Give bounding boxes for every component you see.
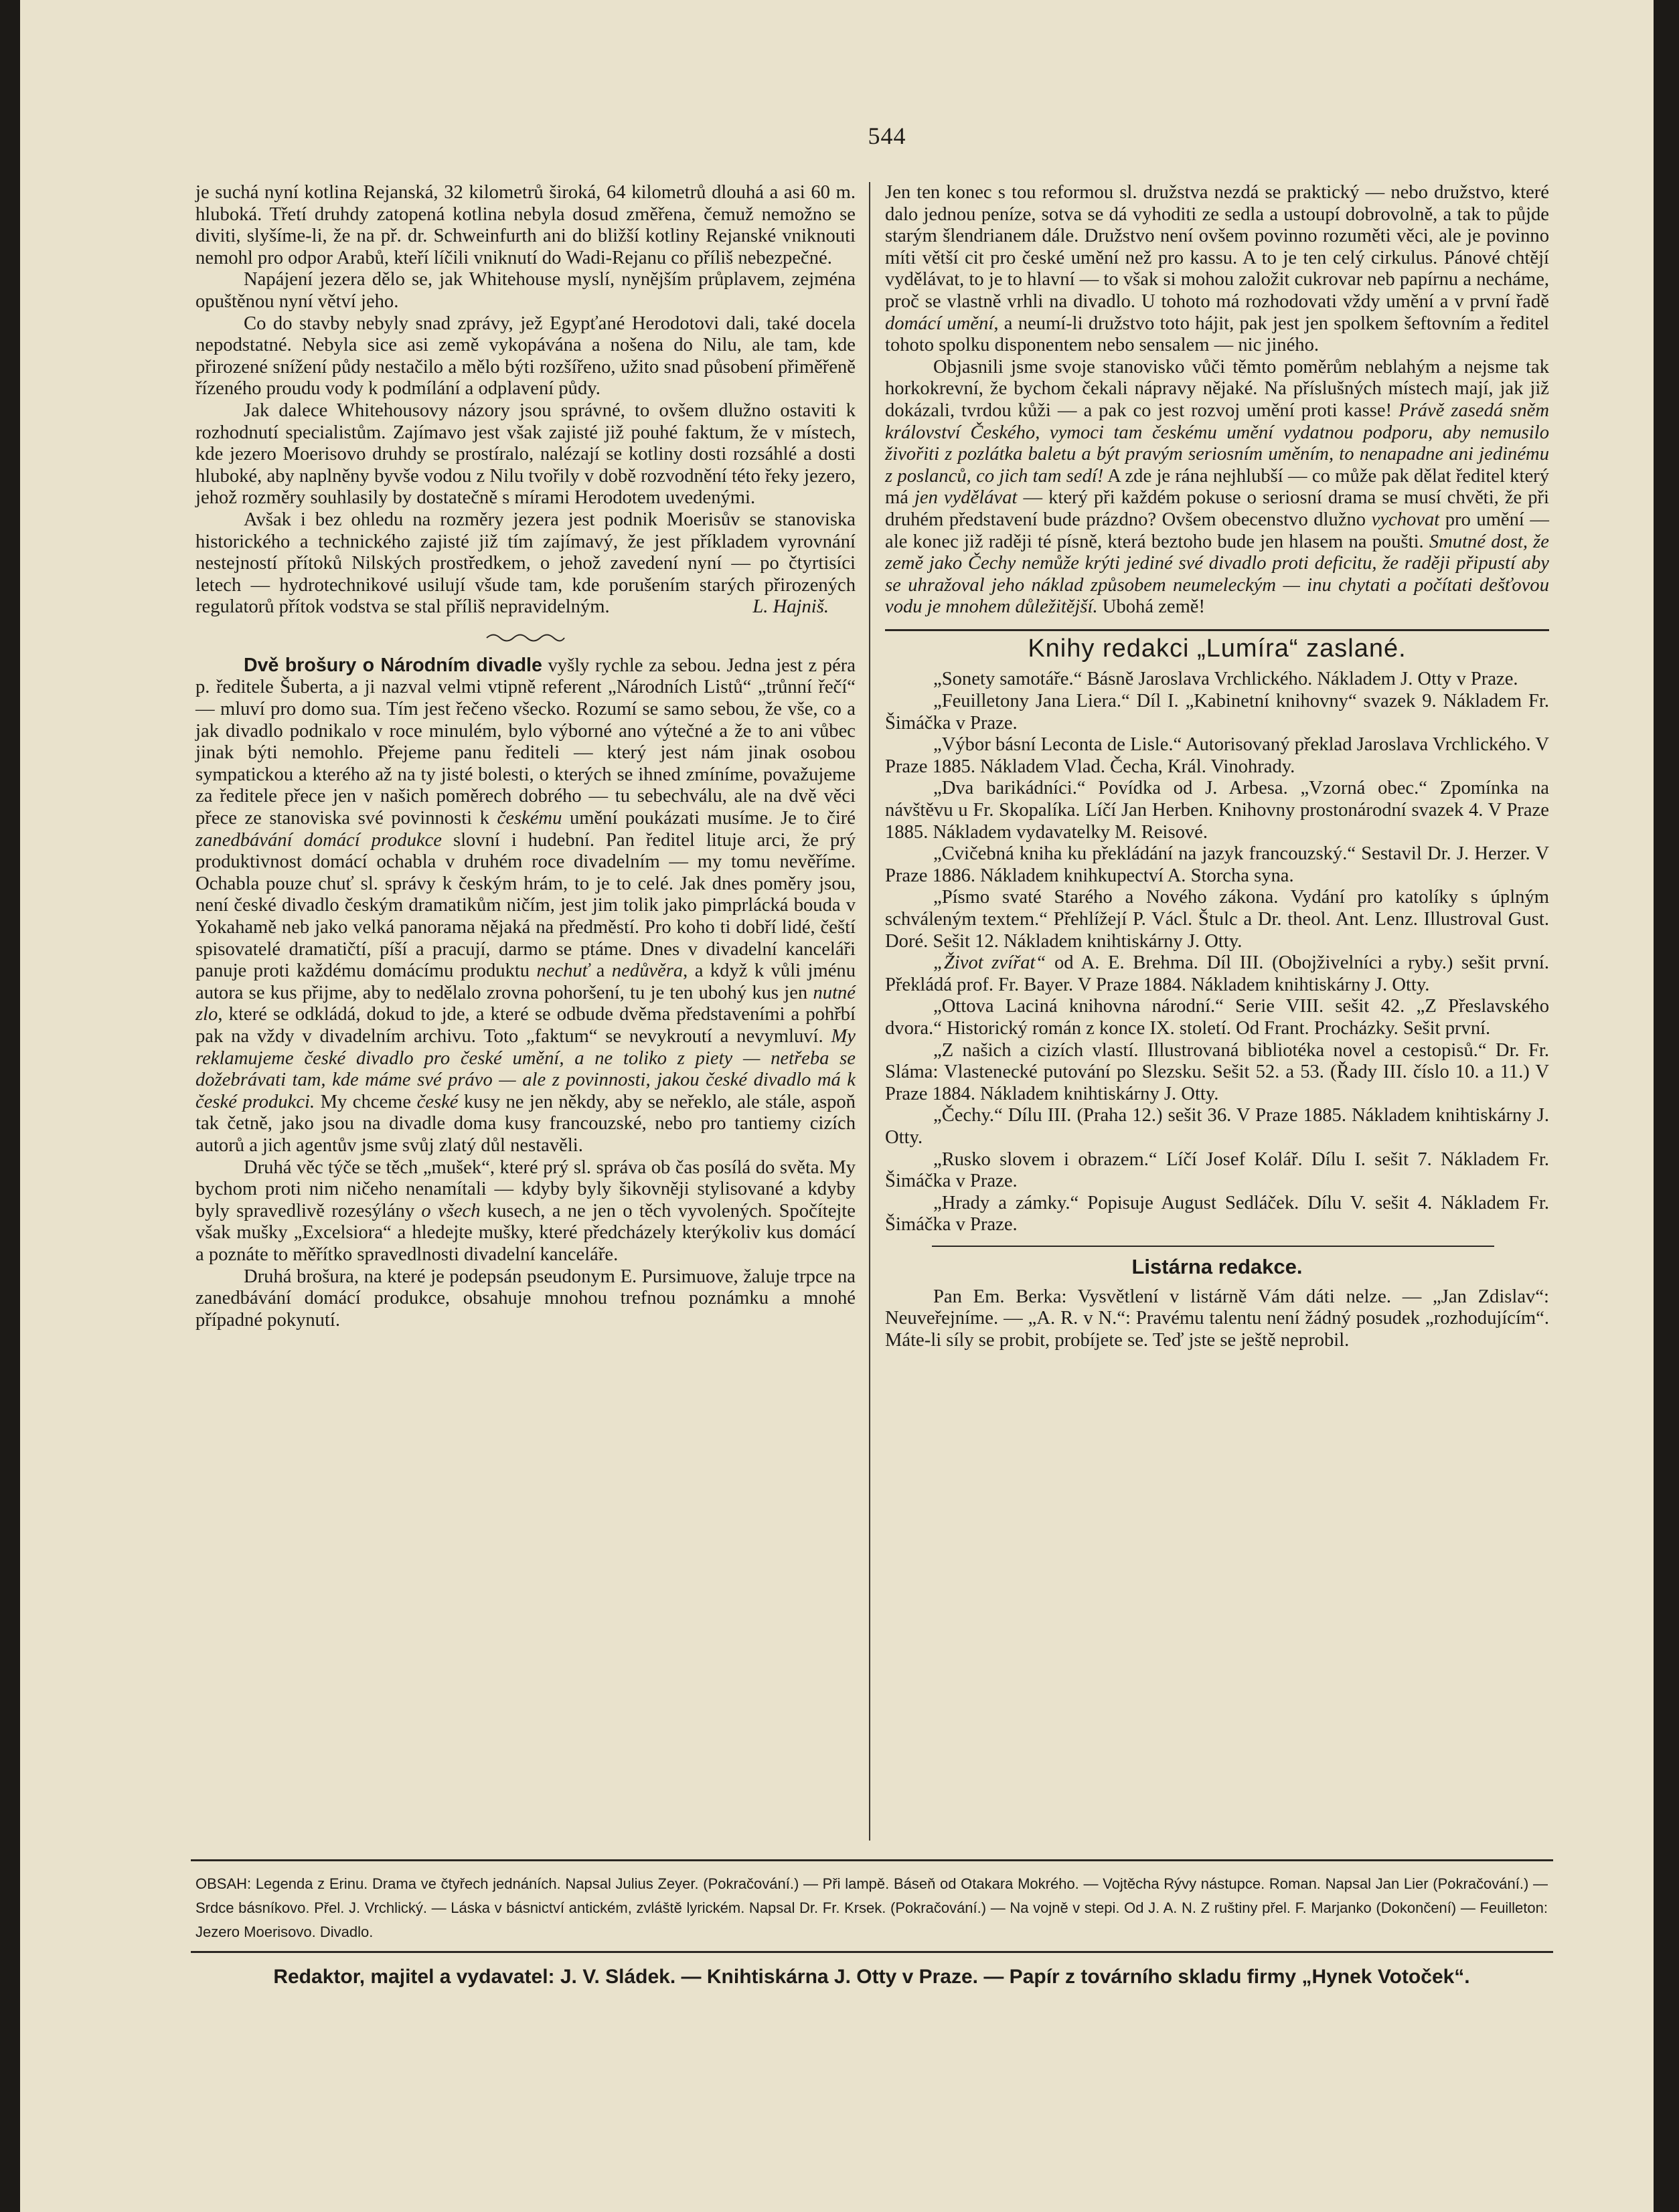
- text-run: a: [589, 960, 612, 982]
- obsah-text: OBSAH: Legenda z Erinu. Drama ve čtyřech jednáních. Napsal Julius Zeyer. (Pokračování.) — Při lampě. Báseň od Otakara Mokrého. — Vojtěcha Rývy nástupce. Roman. Napsal Jan Lier (Pokračování.) — Srdce básníkovo. Přel. J. Vrchlický. — Láska v básnictví antickém, zvláště lyrickém. Napsal Dr. Fr. Krsek. (Pokračování.) — Na vojně v stepi. Od J. A. N. Z ruštiny přel. F. Marjanko (Dokončení) — Feuilleton: Jezero Moerisovo. Divadlo.: [195, 1875, 1548, 1940]
- book-entry: „Cvičebná kniha ku překládání na jazyk francouzský.“ Sestavil Dr. J. Herzer. V Praze 1886. Nákladem knihkupectví A. Storcha syna.: [885, 843, 1549, 886]
- paragraph: Jak dalece Whitehousovy názory jsou správné, to ovšem dlužno ostaviti k rozhodnutí specialistům. Zajímavo jest však zajisté již pouhé faktum, že v místech, kde jezero Moerisovo druhdy se prostíralo, nalézají se kotliny dosti rozsáhlé a dosti hluboké, aby naplněny byvše vodou z Nilu tvořily v době rozvodnění této řeky jezero, jehož rozměry souhlasily by dostatečně s mírami Herodotem uvedenými.: [195, 400, 856, 509]
- text-run: , a neumí-li družstvo toto hájit, pak jest jen spolkem šeftovním a ředitel tohoto spolku disponentem nebo sensalem — nic jiného.: [885, 313, 1550, 356]
- book-entry: „Výbor básní Leconta de Lisle.“ Autorisovaný překlad Jaroslava Vrchlického. V Praze 1885. Nákladem Vlad. Čecha, Král. Vinohrady.: [885, 734, 1549, 777]
- footer-rule-bottom: [191, 1951, 1553, 1953]
- book-entry: „Rusko slovem i obrazem.“ Líčí Josef Kolář. Dílu I. sešit 7. Nákladem Fr. Šimáčka v Praze.: [885, 1148, 1549, 1192]
- brosury-paragraph-3: Druhá brošura, na které je podepsán pseudonym E. Pursimuove, žaluje trpce na zanedbávání domácí produkce, obsahuje mnohou trefnou poznámku a mnohé případné pokynutí.: [195, 1266, 856, 1331]
- emphasis: nutné zlo: [195, 982, 856, 1025]
- emphasis: vychovat: [1371, 509, 1440, 530]
- emphasis: české: [416, 1091, 459, 1112]
- text-run: — který při každém pokuse o seriosní drama se musí chvěti, že při druhém představení bude prázdno? Ovšem obecenstvo dlužno: [885, 487, 1549, 530]
- emphasis: Smutné dost, že země jako Čechy nemůže krýti jediné své divadlo proti deficitu, že raději připustí aby se uhražoval jeho náklad způsobem neumeleckým — inu chytati a počítati dešťovou vodu je mnohem důležitější.: [885, 531, 1549, 618]
- emphasis: nechuť: [536, 960, 590, 982]
- text-run: umění poukázati musíme. Je to čiré: [562, 808, 856, 829]
- emphasis: o všech: [421, 1200, 481, 1221]
- text-run: kusech, a ne jen o těch vyvolených. Spočítejte však mušky „Excelsiora“ a hledejte mušky, které předcházely kterýkoliv kus domácí a poznáte to měřítko spravedlnosti divadelní kanceláře.: [195, 1200, 856, 1265]
- emphasis: My reklamujeme české divadlo pro české umění, a ne toliko z piety — netřeba se dožebrávati tam, kde máme své právo — ale z povinnosti, jakou české divadlo má k české produkci.: [195, 1025, 856, 1112]
- text-run: od A. E. Brehma. Díl III. (Obojživelníci a ryby.) sešit první. Překládá prof. Fr. Bayer. V Praze 1884. Nákladem knihtiskárny J. Otty.: [885, 952, 1549, 995]
- paragraph: je suchá nyní kotlina Rejanská, 32 kilometrů široká, 64 kilometrů dlouhá a asi 60 m. hluboká. Třetí druhdy zatopená kotlina nebyla dosud změřena, čemuž nemožno se diviti, slyšíme-li, že na př. dr. Schweinfurth ani do bližší kotliny Rejanské vniknouti nemohl pro odpor Arabů, kteří líčili vniknutí do Wadi-Rejanu co příliš nebezpečné.: [195, 182, 856, 268]
- book-entry: „Z našich a cizích vlastí. Illustrovaná bibliotéka novel a cestopisů.“ Dr. Fr. Sláma: Vlastenecké putování po Slezsku. Sešit 52. a 53. (Řady III. číslo 10. a 11.) V Praze 1884. Nákladem knihtiskárny J. Otty.: [885, 1039, 1549, 1104]
- text-run: kusy ne jen někdy, aby se neřeklo, ale stále, aspoň tak četně, jako jsou na divadle doma kusy francouzské, nebo pro tantiemy cizích autorů a jich agentův jsme svůj zlatý důl nestavěli.: [195, 1091, 856, 1156]
- book-entry: „Hrady a zámky.“ Popisuje August Sedláček. Dílu V. sešit 4. Nákladem Fr. Šimáčka v Praze.: [885, 1192, 1549, 1236]
- footer-rule-top: [191, 1859, 1553, 1861]
- page: [20, 0, 1654, 2212]
- text-run: Ubohá země!: [1097, 596, 1206, 618]
- section-rule: [885, 629, 1549, 631]
- book-entry: „Čechy.“ Dílu III. (Praha 12.) sešit 36. V Praze 1885. Nákladem knihtiskárny J. Otty.: [885, 1105, 1549, 1148]
- emphasis: zanedbávání domácí produkce: [195, 829, 442, 851]
- right-column: [885, 182, 1549, 1351]
- listarna-text: Pan Em. Berka: Vysvětlení v listárně Vám dáti nelze. — „Jan Zdislav“: Neuveřejníme. — „A. R. v N.“: Pravému talentu není žádný posudek „rozhodujícím“. Máte-li síly se probit, probíjete se. Teď jste se ještě neprobil.: [885, 1286, 1549, 1351]
- continuation-paragraph: [885, 182, 1549, 357]
- paragraph: Co do stavby nebyly snad zprávy, jež Egypťané Herodotovi dali, také docela nepodstatné. Nebyla sice asi země vykopávána a nošena do Nilu, ale tam, kde přirozené snížení půdy nestačilo a mělo býti rozšířeno, užito snad působení přiměřeně řízeného proudu vody k podmílání a odplavení půdy.: [195, 313, 856, 400]
- emphasis: „Život zvířat“: [933, 952, 1046, 974]
- text-run: Jen ten konec s tou reformou sl. družstva nezdá se praktický — nebo družstvo, které dalo jednou peníze, sotva se dá vyhoditi ze sedla a ustoupí dobrovolně, a tak to půjde starým šlendrianem dále. Družstvo není ovšem povinno rozuměti věci, ale je povinno míti větší cit pro české umění než pro kassu. A to je ten celý cirkulus. Pánové chtějí vydělávat, to je to hlavní — to však si mohou založit cukrovar neb papírnu a necháme, proč se vlastně vrhli na divadlo. U tohoto má rozhodovati vždy umění a v první řadě: [885, 182, 1549, 312]
- text-run: slovní i hudební. Pan ředitel lituje arci, že prý produktivnost domácí ochabla v druhém roce divadelním — my tomu nevěříme. Ochabla pouze chuť sl. správy k českým hrám, to je to celé. Jak dnes poměry jsou, není české divadlo českým dramatikům ničím, jest jim tolik jako pimprlácká bouda v Yokahamě neb jako velká panorama nějaká na předměstí. Pro koho ti dobří lidé, čeští spisovatelé dramatičtí, píší a pracují, darmo se ptáme. Dnes v divadelní kanceláři panuje proti každému domácímu produktu: [195, 829, 856, 982]
- brosury-paragraph-1: [195, 655, 856, 1157]
- author-signature: L. Hajniš.: [752, 596, 829, 618]
- emphasis: jen vydělávat: [914, 487, 1018, 509]
- emphasis: Právě zasedá sněm království Českého, vymoci tam českému umění vydatnou podporu, aby nemusilo živořiti z pozlátka baletu a být pravým seriosním uměním, to nenapadne ani jedinému z poslanců, co jich tam sedí!: [885, 400, 1549, 487]
- paragraph: Napájení jezera dělo se, jak Whitehouse myslí, nynějším průplavem, zejména opuštěnou nyní větví jeho.: [195, 269, 856, 312]
- book-entry: [885, 952, 1549, 996]
- paragraph: [885, 357, 1549, 618]
- book-entry: „Dva barikádníci.“ Povídka od J. Arbesa. „Vzorná obec.“ Zpomínka na návštěvu u Fr. Skopalíka. Líčí Jan Herben. Knihovny prostonárodní svazek 4. V Praze 1885. Nákladem vydavatelky M. Reisové.: [885, 778, 1549, 843]
- book-entry: „Feuilletony Jana Liera.“ Díl I. „Kabinetní knihovny“ svazek 9. Nákladem Fr. Šimáčka v Praze.: [885, 691, 1549, 734]
- text-run: vyšly rychle za sebou. Jedna jest z péra p. ředitele Šuberta, a ji nazval velmi vtipně referent „Národních Listů“ „trůnní řečí“ — mluví pro domo sua. Tím jest řečeno všecko. Rozumí se samo sebou, že vše, co a jak divadlo podnikalo v roce minulém, bylo výborné ano výtečné a že to ani vůbec jinak býti nemohlo. Přejeme panu řediteli — který jest nám jinak osobou sympatickou a kterého až na ty jisté bolesti, o kterých se ihned zmíníme, považujeme za ředitele přece jen v našich poměrech dobrého — tu sebechválu, ale na dvě věci přece ze stanoviska své povinnosti k: [195, 655, 856, 829]
- table-of-contents: [195, 1872, 1548, 1944]
- left-column: [195, 182, 856, 1331]
- text-run: Druhá věc týče se těch „mušek“, které prý sl. správa ob čas posílá do světa. My bychom proti nim ničeho nenamítali — kdyby byly šikovněji stylisované a kdyby byly spravedlivě rozesýlány: [195, 1157, 856, 1221]
- book-entry: „Sonety samotáře.“ Básně Jaroslava Vrchlického. Nákladem J. Otty v Praze.: [933, 669, 1518, 690]
- text-run: Objasnili jsme svoje stanovisko vůči těmto poměrům neblahým a nejsme tak horkokrevní, že bychom čekali nápravy nějaké. Na příslušných místech mají, jak již dokázali, tvrdou kůži — a pak co jest rozvoj umění proti kasse!: [885, 356, 1549, 421]
- emphasis: nedůvěra: [611, 960, 684, 982]
- ornament-divider: [195, 629, 856, 647]
- imprint: Redaktor, majitel a vydavatel: J. V. Sládek. — Knihtiskárna J. Otty v Praze. — Papír z továrního skladu firmy „Hynek Votoček“.: [273, 1966, 1470, 1988]
- text-run: , které se odkládá, dokud to jde, a které se odbude dvěma představeními a pohřbí pak na vždy v divadelním archivu. Toto „faktum“ se nevykroutí a nevymluví.: [195, 1004, 856, 1047]
- page-number: 544: [868, 122, 906, 149]
- text-run: , a když k vůli jménu autora se kus přijme, aby to nedělalo zrovna pohoršení, tu je ten ubohý kus jen: [195, 960, 856, 1003]
- text-run: pro umění — ale konec již raději té písně, která beztoho bude jen hlasem na poušti.: [885, 509, 1549, 552]
- column-divider: [869, 182, 870, 1841]
- wave-ornament-icon: [485, 630, 566, 645]
- brosury-paragraph-2: [195, 1157, 856, 1266]
- book-entry: „Ottova Laciná knihovna národní.“ Serie VIII. sešit 42. „Z Přeslavského dvora.“ Historický román z konce IX. století. Od Frant. Procházky. Sešit první.: [885, 996, 1549, 1039]
- brosury-headline: Dvě brošury o Národním divadle: [244, 654, 542, 676]
- emphasis: českému: [497, 808, 562, 829]
- listarna-title: Listárna redakce.: [1131, 1254, 1303, 1278]
- text-run: My chceme: [315, 1091, 417, 1112]
- text-run: A zde je rána nejhlubší — co může pak dělat ředitel který má: [885, 465, 1549, 509]
- emphasis: domácí umění: [885, 313, 994, 334]
- book-entry: „Písmo svaté Starého a Nového zákona. Vydání pro katolíky s úplným schváleným textem.“ Přehlížejí P. Václ. Štulc a Dr. theol. Ant. Lenz. Illustroval Gust. Doré. Sešit 12. Nákladem knihtiskárny J. Otty.: [885, 887, 1549, 952]
- paragraph: [195, 509, 856, 618]
- books-section-title: Knihy redakci „Lumíra“ zaslané.: [1028, 634, 1407, 663]
- section-rule: [932, 1246, 1494, 1247]
- paragraph-text: Avšak i bez ohledu na rozměry jezera jest podnik Moerisův se stanoviska historického a technického zajisté již tím zajímavý, že jest příkladem vyrovnání nestejností přítoků Nilských prostředkem, o jehož zavedení nyní — po čtyrtisíci letech — hydrotechnikové usilují všude tam, kde porušením starých přirozených regulatorů přítok vodstva se stal příliš nepravidelným.: [195, 509, 856, 618]
